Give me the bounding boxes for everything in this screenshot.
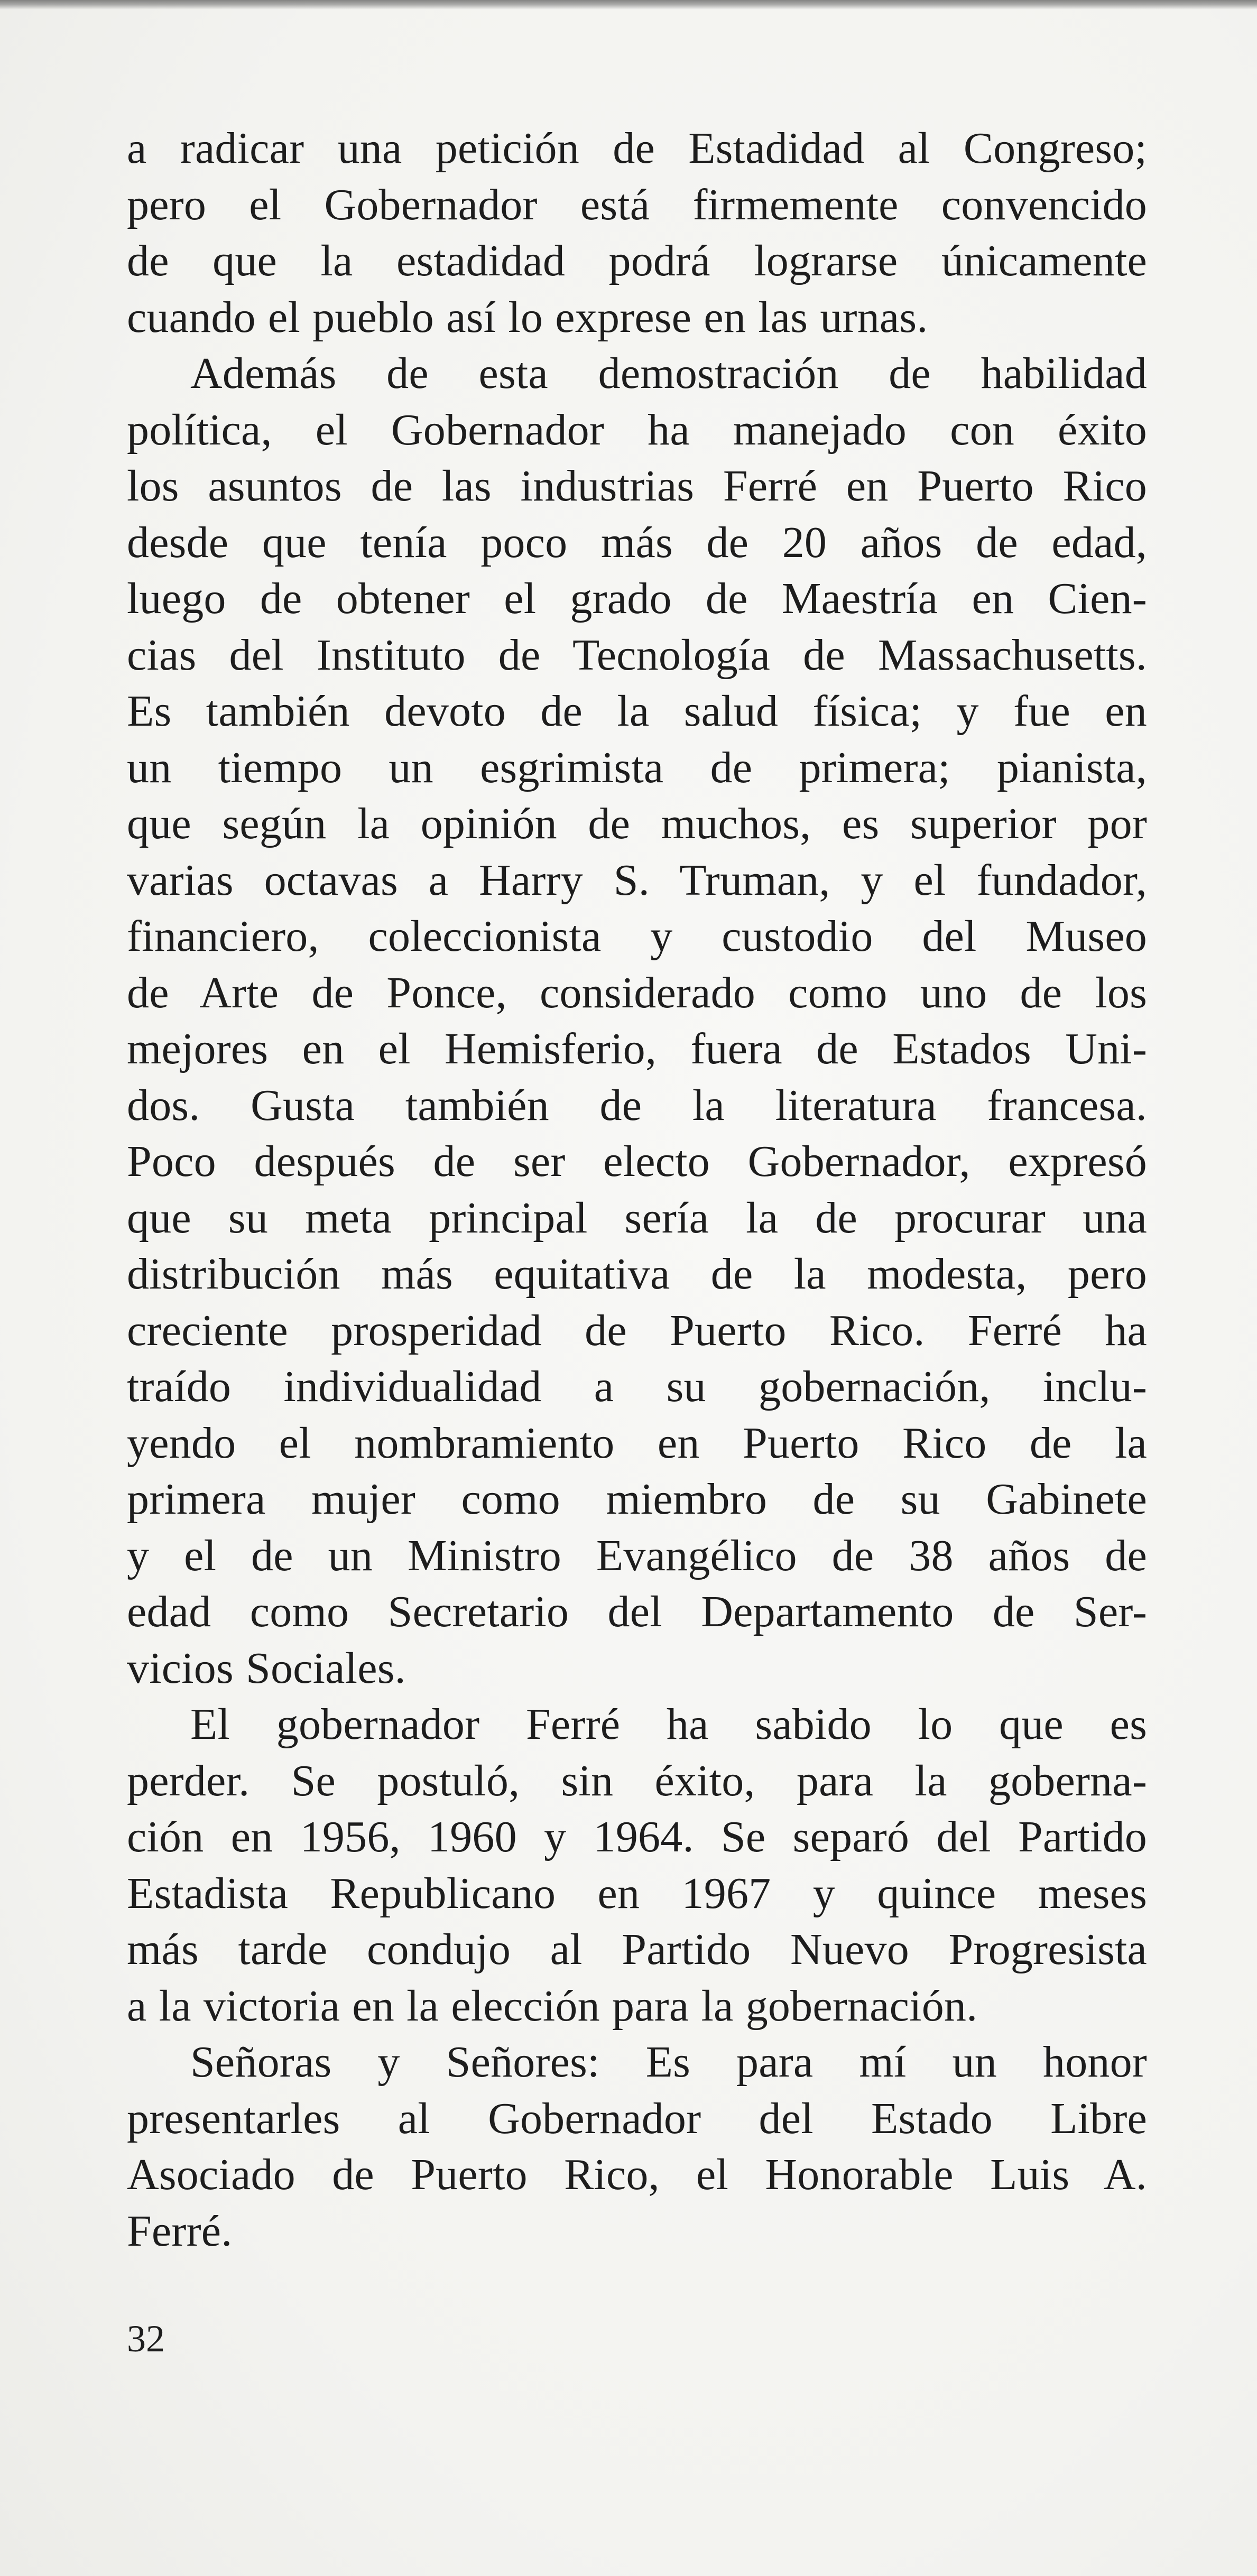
text-line: Ferré.	[127, 2206, 233, 2256]
text-line: Asociado de Puerto Rico, el Honorable Luis A.	[127, 2150, 1147, 2199]
text-line: creciente prosperidad de Puerto Rico. Ferré ha	[127, 1305, 1147, 1355]
text-line: política, el Gobernador ha manejado con éxito	[127, 405, 1147, 455]
page-number: 32	[127, 2318, 165, 2360]
text-line: distribución más equitativa de la modesta, pero	[127, 1249, 1147, 1299]
text-line: a radicar una petición de Estadidad al Congreso;	[127, 124, 1147, 173]
page-top-shadow	[0, 0, 1257, 10]
text-line: dos. Gusta también de la literatura francesa.	[127, 1080, 1147, 1130]
paragraph-1	[127, 121, 1147, 346]
text-line: perder. Se postuló, sin éxito, para la goberna-	[127, 1756, 1147, 1805]
text-line: Además de esta demostración de habilidad	[190, 349, 1147, 398]
text-line: que según la opinión de muchos, es superior por	[127, 799, 1147, 848]
text-line: que su meta principal sería la de procurar una	[127, 1193, 1147, 1243]
text-line: Estadista Republicano en 1967 y quince meses	[127, 1868, 1147, 1918]
text-line: desde que tenía poco más de 20 años de edad,	[127, 517, 1147, 567]
text-line: mejores en el Hemisferio, fuera de Estados Uni-	[127, 1024, 1147, 1073]
text-line: cuando el pueblo así lo exprese en las urnas.	[127, 292, 928, 342]
text-line: varias octavas a Harry S. Truman, y el fundador,	[127, 855, 1147, 905]
text-line: luego de obtener el grado de Maestría en Cien-	[127, 574, 1147, 623]
text-line: Señoras y Señores: Es para mí un honor	[190, 2037, 1147, 2087]
text-line: a la victoria en la elección para la gobernación.	[127, 1981, 978, 2031]
paragraph-2	[127, 346, 1147, 1697]
text-line: El gobernador Ferré ha sabido lo que es	[190, 1700, 1147, 1749]
text-line: Poco después de ser electo Gobernador, expresó	[127, 1137, 1147, 1186]
text-line: financiero, coleccionista y custodio del Museo	[127, 912, 1147, 961]
text-line: vicios Sociales.	[127, 1643, 406, 1693]
text-line: de que la estadidad podrá lograrse únicamente	[127, 236, 1147, 285]
text-line: pero el Gobernador está firmemente convencido	[127, 180, 1147, 229]
text-line: presentarles al Gobernador del Estado Libre	[127, 2093, 1147, 2143]
body-text	[127, 121, 1147, 2259]
text-line: yendo el nombramiento en Puerto Rico de la	[127, 1418, 1147, 1468]
paragraph-3	[127, 1697, 1147, 2034]
text-line: de Arte de Ponce, considerado como uno de los	[127, 968, 1147, 1017]
text-line: más tarde condujo al Partido Nuevo Progresista	[127, 1925, 1147, 1974]
paragraph-4	[127, 2034, 1147, 2259]
text-line: primera mujer como miembro de su Gabinete	[127, 1475, 1147, 1524]
text-line: traído individualidad a su gobernación, inclu-	[127, 1362, 1147, 1411]
text-line: cias del Instituto de Tecnología de Massachusetts.	[127, 630, 1147, 680]
text-line: y el de un Ministro Evangélico de 38 años de	[127, 1531, 1147, 1580]
text-line: un tiempo un esgrimista de primera; pianista,	[127, 743, 1147, 792]
text-line: edad como Secretario del Departamento de Ser-	[127, 1587, 1147, 1636]
text-line: ción en 1956, 1960 y 1964. Se separó del Partido	[127, 1812, 1147, 1861]
text-line: Es también devoto de la salud física; y fue en	[127, 687, 1147, 736]
text-line: los asuntos de las industrias Ferré en Puerto Rico	[127, 461, 1147, 511]
